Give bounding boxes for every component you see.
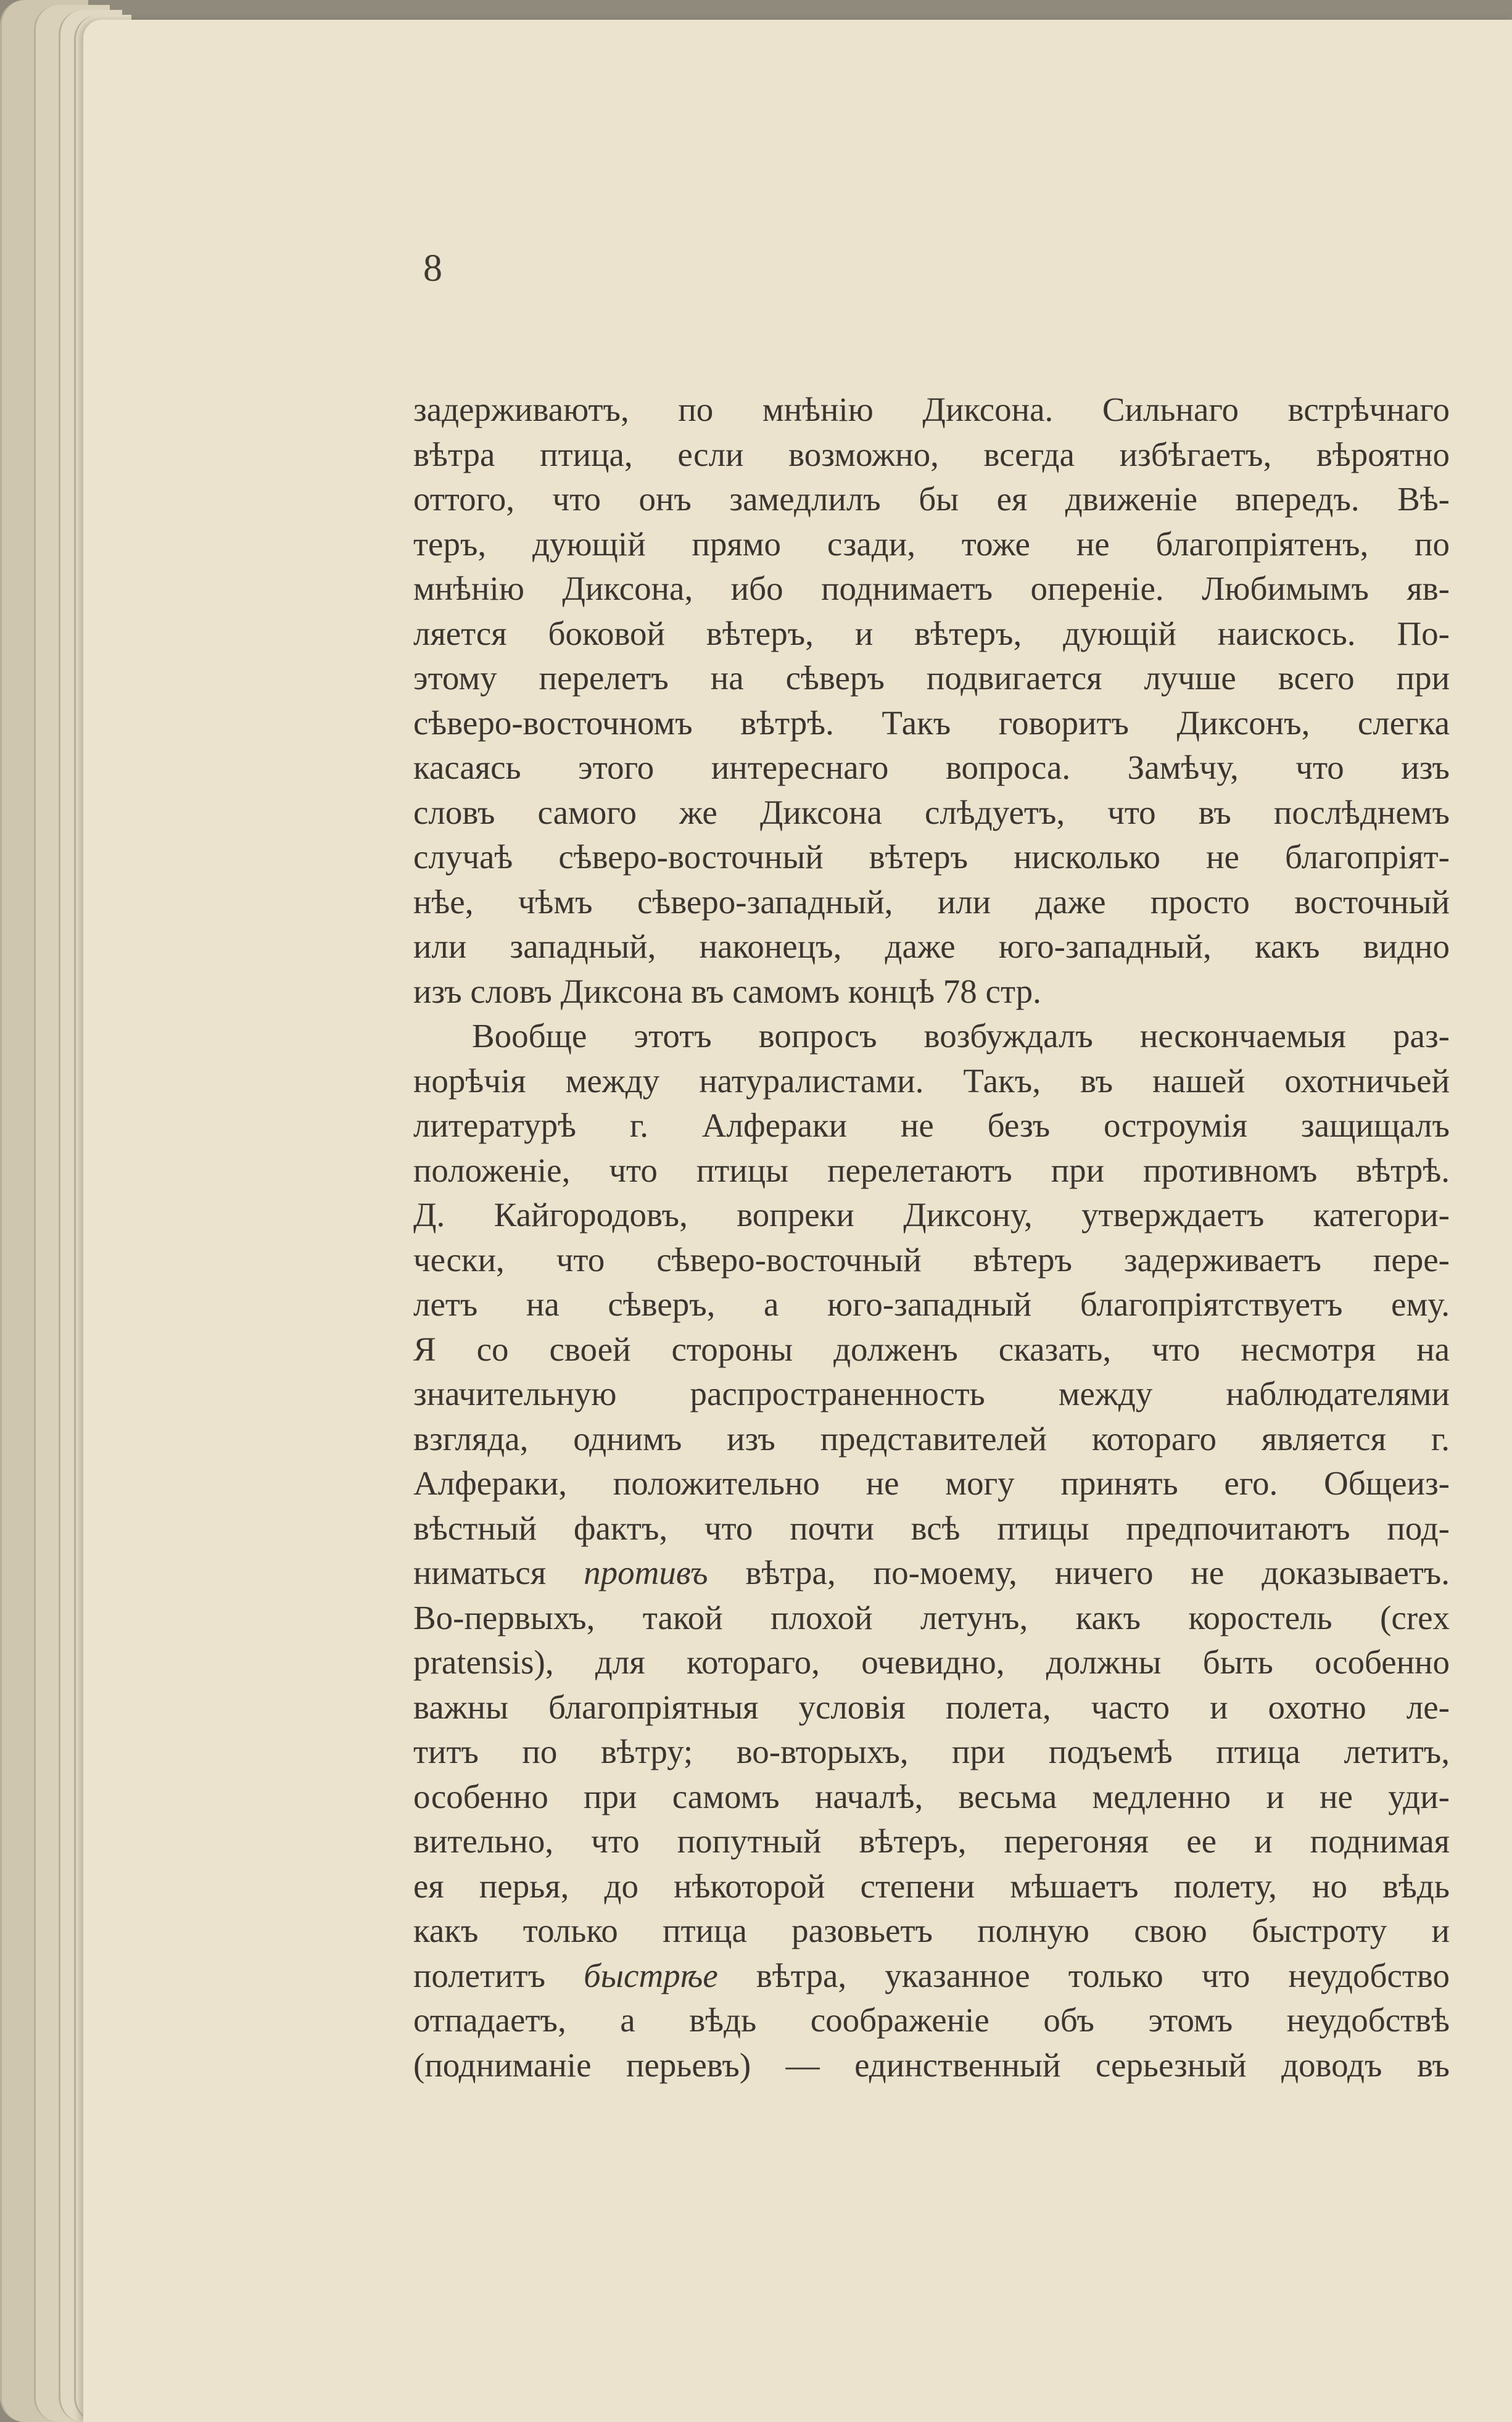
text-line: важны благопріятныя условія полета, часто и охотно ле- bbox=[413, 1688, 1450, 1726]
text-line: положеніе, что птицы перелетаютъ при противномъ вѣтрѣ. bbox=[413, 1151, 1450, 1189]
text-line: значительную распространенность между наблюдателями bbox=[413, 1375, 1450, 1412]
text-line: теръ, дующій прямо сзади, тоже не благопріятенъ, по bbox=[413, 525, 1450, 563]
text-line: изъ словъ Диксона въ самомъ концѣ 78 стр. bbox=[413, 972, 1041, 1010]
text-line: Во-первыхъ, такой плохой летунъ, какъ коростель (crex bbox=[413, 1598, 1450, 1636]
page-number: 8 bbox=[423, 247, 442, 289]
text-line: какъ только птица разовьетъ полную свою быстроту и bbox=[413, 1912, 1450, 1949]
text-line: чески, что сѣверо-восточный вѣтеръ задерживаетъ пере- bbox=[413, 1240, 1450, 1279]
text-line: оттого, что онъ замедлилъ бы ея движеніе впередъ. Вѣ- bbox=[413, 480, 1450, 518]
text-line: особенно при самомъ началѣ, весьма медленно и не уди- bbox=[413, 1777, 1450, 1815]
text-line: литературѣ г. Алфераки не безъ остроумія защищалъ bbox=[413, 1106, 1450, 1144]
text-line: летъ на сѣверъ, а юго-западный благопріятствуетъ ему. bbox=[413, 1285, 1450, 1323]
text-run: вѣтра, по-моему, ничего не доказываетъ. bbox=[708, 1554, 1450, 1591]
text-line: вительно, что попутный вѣтеръ, перегоняя ее и поднимая bbox=[413, 1822, 1450, 1860]
text-line: норѣчія между натуралистами. Такъ, въ нашей охотничьей bbox=[413, 1061, 1450, 1100]
text-run: ниматься bbox=[413, 1554, 584, 1591]
emphasized-word: быстрѣе bbox=[584, 1956, 718, 1994]
text-line: задерживаютъ, по мнѣнію Диксона. Сильнаго встрѣчнаго bbox=[413, 391, 1450, 428]
text-line: ляется боковой вѣтеръ, и вѣтеръ, дующій наискось. По- bbox=[413, 614, 1450, 652]
text-line: Вообще этотъ вопросъ возбуждалъ нескончаемыя раз- bbox=[472, 1017, 1450, 1055]
text-line: pratensis), для котораго, очевидно, должны быть особенно bbox=[413, 1643, 1450, 1681]
text-line: словъ самого же Диксона слѣдуетъ, что въ послѣднемъ bbox=[413, 793, 1450, 831]
emphasized-word: противъ bbox=[584, 1554, 708, 1591]
text-line bbox=[413, 1551, 1450, 1596]
text-line: сѣверо-восточномъ вѣтрѣ. Такъ говоритъ Диксонъ, слегка bbox=[413, 703, 1450, 742]
text-line: случаѣ сѣверо-восточный вѣтеръ нисколько не благопріят- bbox=[413, 838, 1450, 876]
text-line: Я со своей стороны долженъ сказать, что несмотря на bbox=[413, 1330, 1450, 1368]
text-line: или западный, наконецъ, даже юго-западный, какъ видно bbox=[413, 927, 1450, 965]
text-line: (подниманіе перьевъ) — единственный серьезный доводъ въ bbox=[413, 2046, 1450, 2084]
text-line: вѣтра птица, если возможно, всегда избѣгаетъ, вѣроятно bbox=[413, 435, 1450, 473]
text-line: вѣстный фактъ, что почти всѣ птицы предпочитаютъ под- bbox=[413, 1509, 1450, 1547]
text-line: ея перья, до нѣкоторой степени мѣшаетъ полету, но вѣдь bbox=[413, 1867, 1450, 1905]
body-text bbox=[413, 388, 1450, 2088]
text-line bbox=[413, 1954, 1450, 1999]
text-line: отпадаетъ, а вѣдь соображеніе объ этомъ неудобствѣ bbox=[413, 2001, 1450, 2039]
text-line: этому перелетъ на сѣверъ подвигается лучше всего при bbox=[413, 659, 1450, 697]
text-run: вѣтра, указанное только что неудобство bbox=[717, 1956, 1450, 1994]
text-line: нѣе, чѣмъ сѣверо-западный, или даже просто восточный bbox=[413, 882, 1450, 921]
text-line: Д. Кайгородовъ, вопреки Диксону, утверждаетъ категори- bbox=[413, 1196, 1450, 1234]
text-run: полетитъ bbox=[413, 1956, 584, 1994]
text-line: мнѣнію Диксона, ибо поднимаетъ опереніе. Любимымъ яв- bbox=[413, 570, 1450, 607]
text-line: титъ по вѣтру; во-вторыхъ, при подъемѣ птица летитъ, bbox=[413, 1733, 1450, 1770]
text-line: взгляда, однимъ изъ представителей котораго является г. bbox=[413, 1419, 1450, 1458]
text-line: Алфераки, положительно не могу принять его. Общеиз- bbox=[413, 1464, 1450, 1502]
text-line: касаясь этого интереснаго вопроса. Замѣчу, что изъ bbox=[413, 749, 1450, 786]
